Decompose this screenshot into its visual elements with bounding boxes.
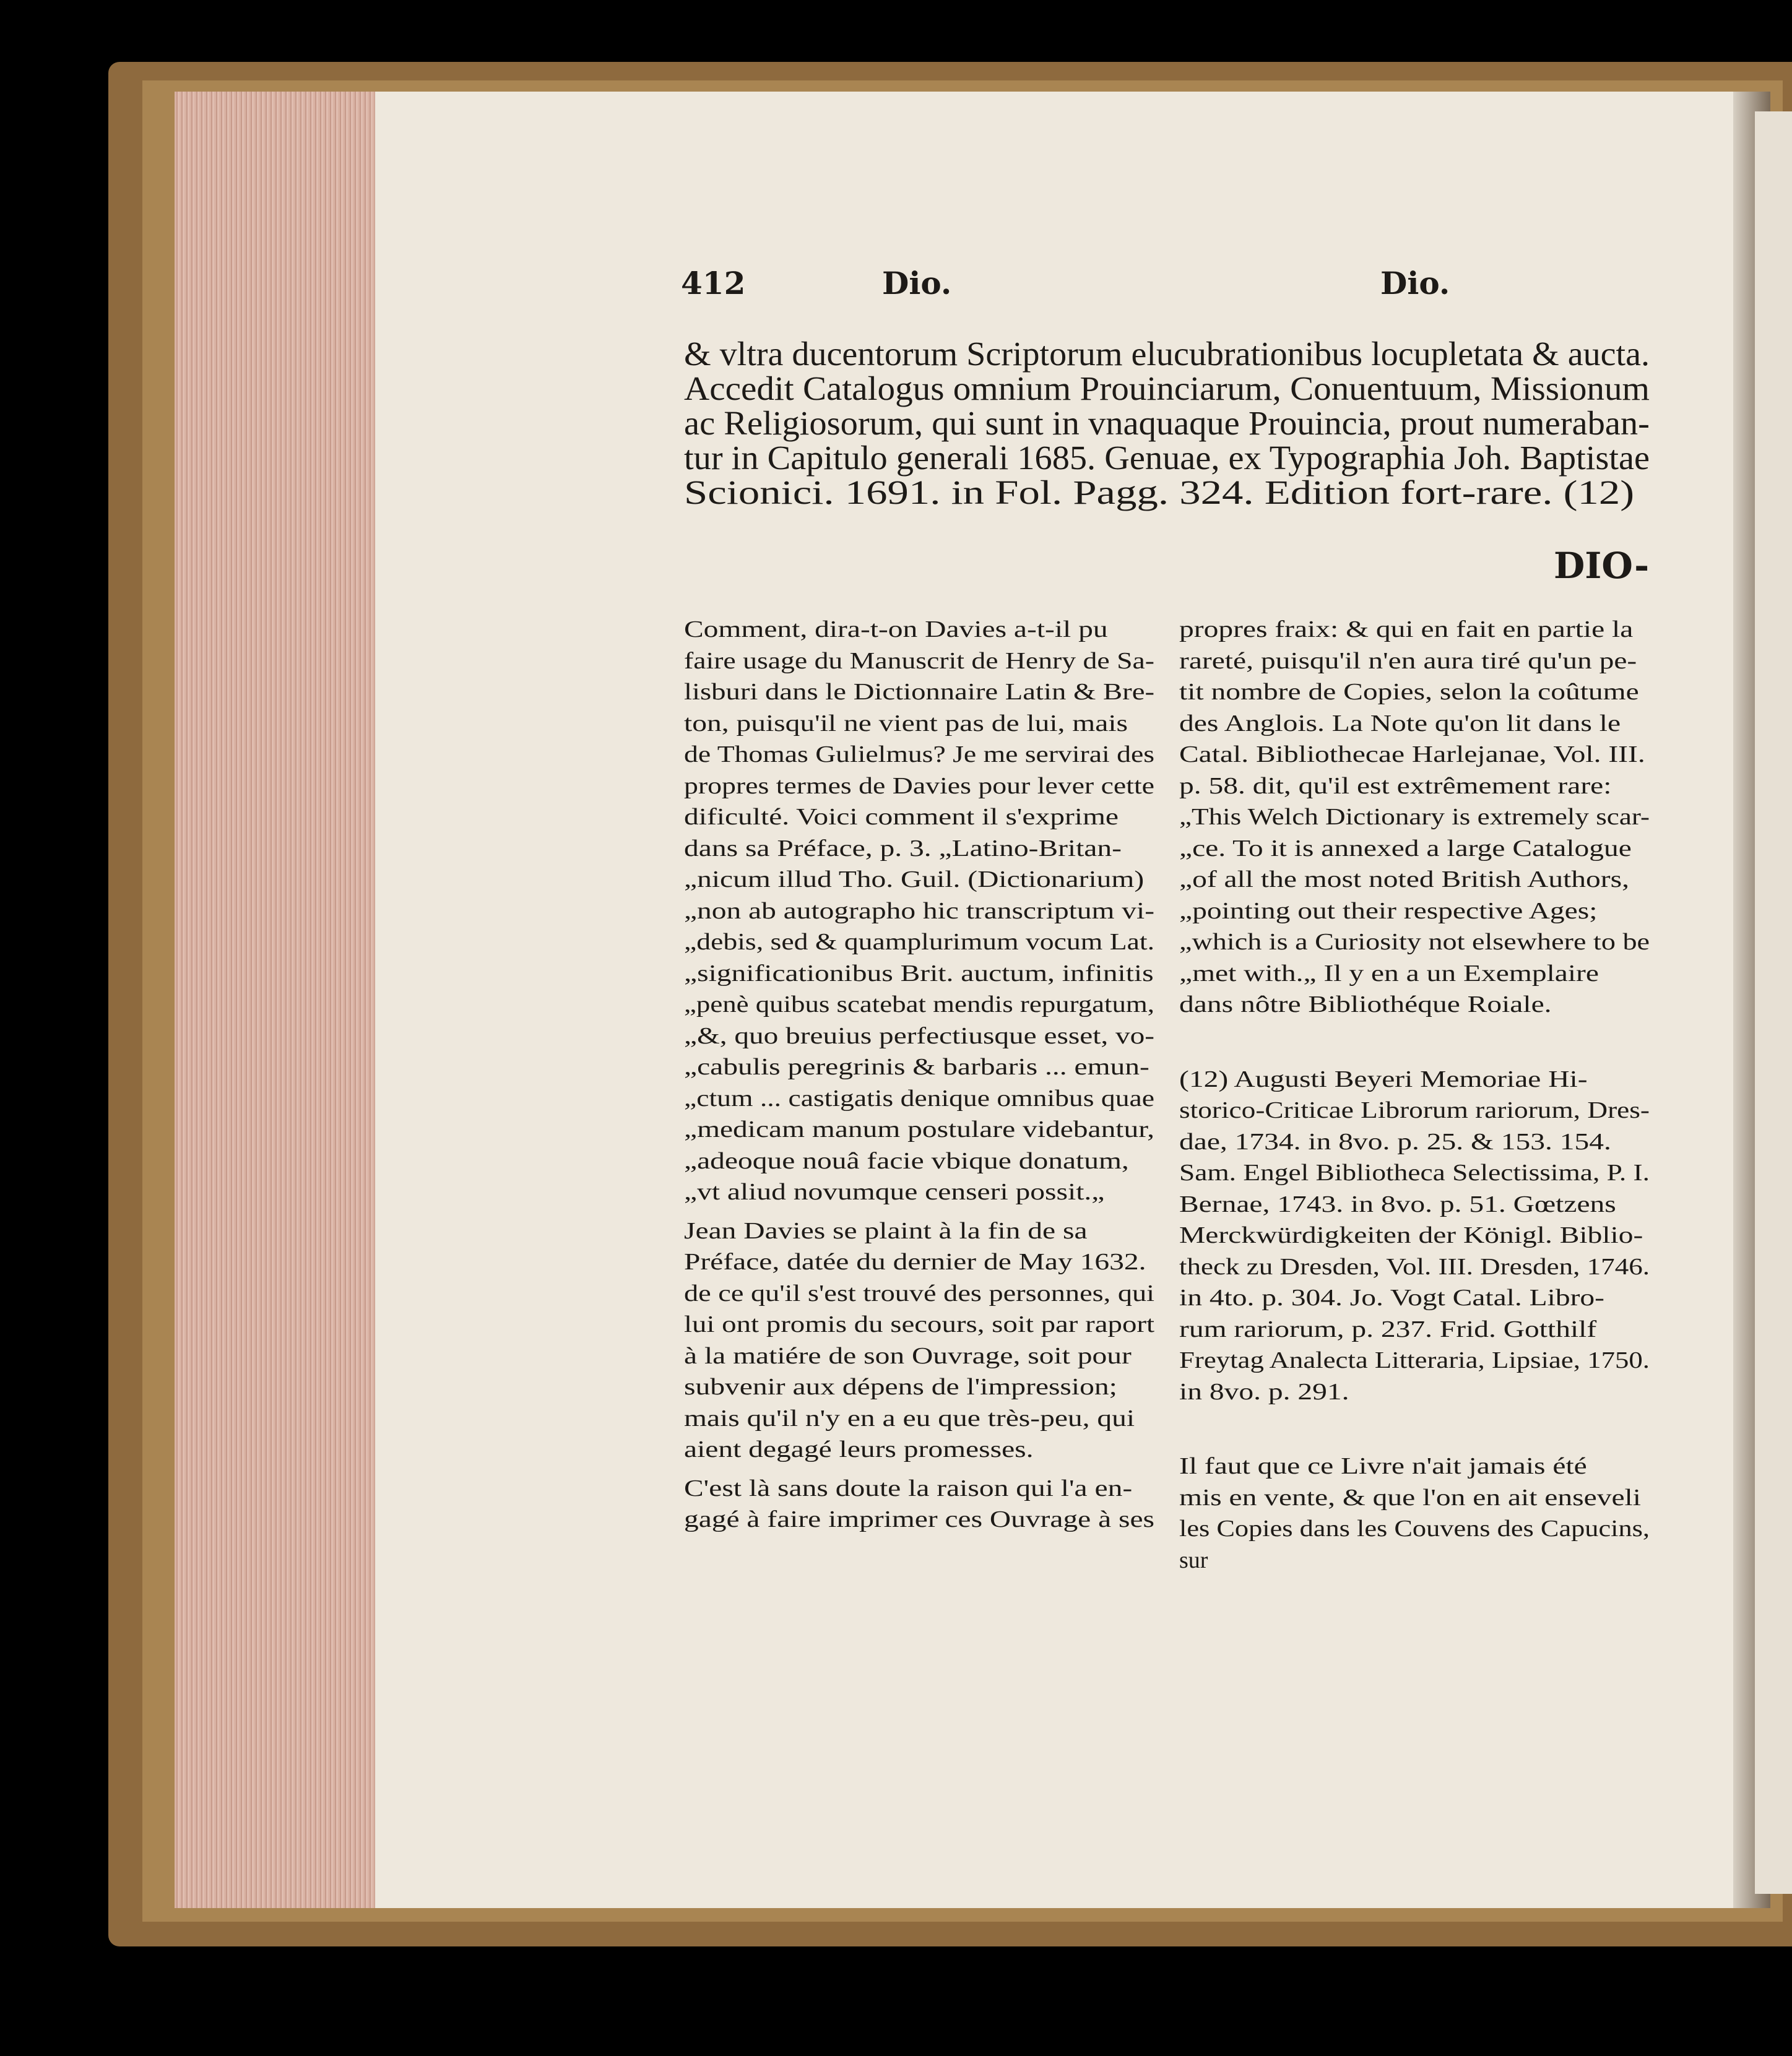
right-column-line: „of all the most noted British Authors, [1179, 866, 1629, 892]
left-column-line: aient degagé leurs promesses. [684, 1436, 1034, 1462]
left-column-line: „medicam manum postulare videbantur, [684, 1117, 1154, 1142]
left-column-line: „cabulis peregrinis & barbaris ... emun- [684, 1054, 1149, 1080]
title-block-line: ac Religiosorum, qui sunt in vnaquaque Prouincia, prout numeraban- [684, 404, 1650, 442]
facing-page-sliver [1755, 111, 1792, 1894]
right-column-line: Freytag Analecta Litteraria, Lipsiae, 1750. [1179, 1347, 1650, 1373]
right-column-line: in 4to. p. 304. Jo. Vogt Catal. Libro- [1179, 1285, 1604, 1311]
left-column-line: subvenir aux dépens de l'impression; [684, 1374, 1117, 1400]
right-column-line: des Anglois. La Note qu'on lit dans le [1179, 710, 1621, 736]
right-column-line: theck zu Dresden, Vol. III. Dresden, 1746. [1179, 1253, 1650, 1280]
title-block-line: Scionici. 1691. in Fol. Pagg. 324. Edition fort-rare. (12) [684, 473, 1635, 511]
left-column-line: „significationibus Brit. auctum, infinitis [684, 960, 1154, 987]
left-column-line: de ce qu'il s'est trouvé des personnes, qui [684, 1280, 1154, 1307]
left-column-line: propres termes de Davies pour lever cette [684, 772, 1154, 799]
left-column-line: faire usage du Manuscrit de Henry de Sa- [684, 647, 1154, 674]
right-column-line: „which is a Curiosity not elsewhere to be [1179, 929, 1650, 955]
left-column-line: „penè quibus scatebat mendis repurgatum, [684, 991, 1154, 1017]
page-edges [175, 92, 379, 1908]
left-column-line: dificulté. Voici comment il s'exprime [684, 804, 1119, 830]
right-column-line: tit nombre de Copies, selon la coûtume [1179, 679, 1639, 705]
right-column-line: in 8vo. p. 291. [1179, 1378, 1349, 1405]
left-column-line: ton, puisqu'il ne vient pas de lui, mais [684, 710, 1128, 736]
page-number: 412 [681, 265, 746, 301]
left-column-line: à la matiére de son Ouvrage, soit pour [684, 1342, 1132, 1369]
left-column-line: „ctum ... castigatis denique omnibus quae [684, 1085, 1154, 1112]
left-column-line: de Thomas Gulielmus? Je me servirai des [684, 741, 1154, 767]
right-running-head: Dio. [1380, 265, 1450, 301]
left-column-line: „nicum illud Tho. Guil. (Dictionarium) [684, 866, 1145, 892]
right-column-line: „This Welch Dictionary is extremely scar- [1179, 804, 1650, 830]
right-column-line: „ce. To it is annexed a large Catalogue [1179, 835, 1632, 862]
right-column-line: „pointing out their respective Ages; [1179, 897, 1598, 924]
right-column-line: Catal. Bibliothecae Harlejanae, Vol. III. [1179, 741, 1645, 767]
right-column-line: „met with.„ Il y en a un Exemplaire [1179, 960, 1599, 987]
right-column-line: Il faut que ce Livre n'ait jamais été [1179, 1453, 1587, 1479]
left-column-line: lisburi dans le Dictionnaire Latin & Bre- [684, 679, 1154, 705]
left-column-line: Jean Davies se plaint à la fin de sa [684, 1217, 1088, 1244]
right-column-line: les Copies dans les Couvens des Capucins, [1179, 1516, 1650, 1542]
right-column-line: rareté, puisqu'il n'en aura tiré qu'un pe- [1179, 647, 1637, 674]
title-block-line: & vltra ducentorum Scriptorum elucubrationibus locupletata & aucta. [684, 335, 1650, 373]
right-column-line: Sam. Engel Bibliotheca Selectissima, P. I. [1179, 1160, 1650, 1186]
right-column-line: propres fraix: & qui en fait en partie la [1179, 616, 1634, 642]
left-column-line: „non ab autographo hic transcriptum vi- [684, 897, 1154, 924]
right-column-line: mis en vente, & que l'on en ait enseveli [1179, 1484, 1641, 1511]
left-running-head: Dio. [882, 265, 952, 301]
left-column-line: „&, quo breuius perfectiusque esset, vo- [684, 1022, 1154, 1049]
left-column-line: gagé à faire imprimer ces Ouvrage à ses [684, 1506, 1154, 1532]
title-block-line: Accedit Catalogus omnium Prouinciarum, Conuentuum, Missionum [684, 369, 1650, 407]
left-column-line: „debis, sed & quamplurimum vocum Lat. [684, 929, 1154, 955]
catchword: DIO- [1554, 545, 1650, 587]
right-column-line: sur [1179, 1547, 1208, 1573]
left-column-line: Comment, dira-t-on Davies a-t-il pu [684, 616, 1108, 642]
title-block-line: tur in Capitulo generali 1685. Genuae, ex Typographia Joh. Baptistae [684, 439, 1650, 477]
left-column-line: dans sa Préface, p. 3. „Latino-Britan- [684, 835, 1122, 862]
right-column-line: dans nôtre Bibliothéque Roiale. [1179, 991, 1552, 1017]
right-column-line: Bernae, 1743. in 8vo. p. 51. Gœtzens [1179, 1191, 1616, 1217]
left-column-line: „adeoque nouâ facie vbique donatum, [684, 1147, 1129, 1174]
right-column-line: storico-Criticae Librorum rariorum, Dres- [1179, 1097, 1650, 1123]
left-column-line: lui ont promis du secours, soit par raport [684, 1311, 1154, 1337]
left-column-line: mais qu'il n'y en a eu que très-peu, qui [684, 1405, 1135, 1432]
left-column-line: C'est là sans doute la raison qui l'a en- [684, 1475, 1133, 1501]
left-column-line: Préface, datée du dernier de May 1632. [684, 1249, 1146, 1275]
right-column-line: rum rariorum, p. 237. Frid. Gotthilf [1179, 1316, 1597, 1342]
left-column-line: „vt aliud novumque censeri possit.„ [684, 1179, 1105, 1205]
right-column-line: Merckwürdigkeiten der Königl. Biblio- [1179, 1222, 1643, 1248]
right-column-line: dae, 1734. in 8vo. p. 25. & 153. 154. [1179, 1128, 1611, 1155]
right-column-line: (12) Augusti Beyeri Memoriae Hi- [1179, 1066, 1588, 1092]
right-column-line: p. 58. dit, qu'il est extrêmement rare: [1179, 772, 1612, 799]
